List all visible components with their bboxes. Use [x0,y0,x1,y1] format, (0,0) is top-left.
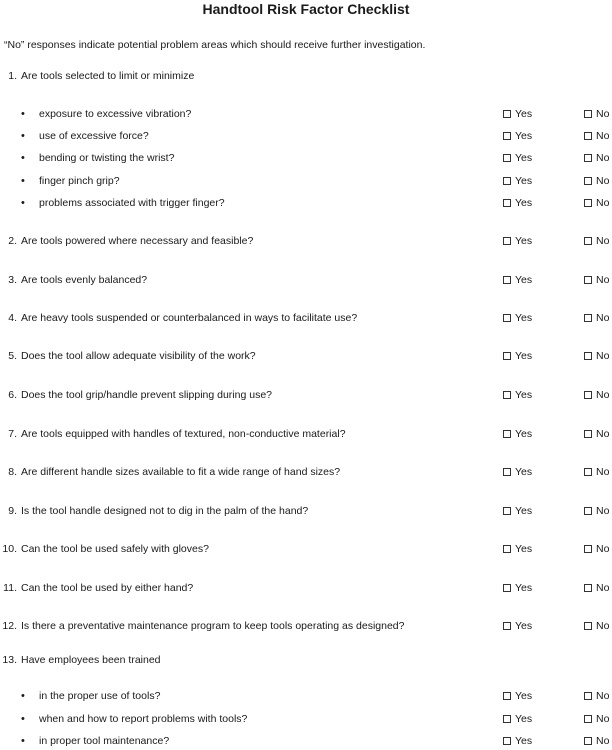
sub-question-text: in the proper use of tools? [39,690,161,702]
page-title: Handtool Risk Factor Checklist [202,1,410,17]
no-label: No [596,274,610,286]
yes-option[interactable] [503,387,532,403]
question-number: 5. [8,350,17,362]
yes-option[interactable] [503,233,532,249]
no-option[interactable] [584,128,609,144]
no-label: No [596,582,610,594]
yes-checkbox[interactable] [503,430,511,438]
no-label: No [596,152,610,164]
question-number: 7. [8,428,17,440]
no-option[interactable] [584,387,609,403]
no-option[interactable] [584,272,609,288]
yes-checkbox[interactable] [503,468,511,476]
no-label: No [596,713,610,725]
yes-label: Yes [515,152,533,164]
yes-option[interactable] [503,733,532,749]
yes-label: Yes [515,312,533,324]
question-text: Are tools equipped with handles of textured, non-conductive material? [21,428,346,440]
no-label: No [596,197,610,209]
no-option[interactable] [584,503,609,519]
yes-option[interactable] [503,195,532,211]
sub-question-row [0,128,612,144]
question-row [0,464,612,480]
no-option[interactable] [584,733,609,749]
no-checkbox[interactable] [584,352,592,360]
no-label: No [596,735,610,747]
question-row [0,348,612,364]
question-text: Can the tool be used by either hand? [21,582,194,594]
no-checkbox[interactable] [584,391,592,399]
question-row [0,580,612,596]
yes-checkbox[interactable] [503,237,511,245]
sub-question-text: bending or twisting the wrist? [39,152,175,164]
no-option[interactable] [584,426,609,442]
yes-checkbox[interactable] [503,545,511,553]
yes-label: Yes [515,582,533,594]
no-option[interactable] [584,580,609,596]
question-text: Are different handle sizes available to fit a wide range of hand sizes? [21,466,341,478]
yes-option[interactable] [503,464,532,480]
sub-question-text: use of excessive force? [39,130,149,142]
yes-label: Yes [515,428,533,440]
question-row [0,426,612,442]
yes-label: Yes [515,466,533,478]
yes-option[interactable] [503,348,532,364]
yes-checkbox[interactable] [503,715,511,723]
no-checkbox[interactable] [584,715,592,723]
no-checkbox[interactable] [584,237,592,245]
no-option[interactable] [584,310,609,326]
question-number: 10. [2,543,17,555]
yes-checkbox[interactable] [503,177,511,185]
yes-checkbox[interactable] [503,622,511,630]
no-option[interactable] [584,106,609,122]
no-label: No [596,466,610,478]
question-number: 3. [8,274,17,286]
yes-label: Yes [515,175,533,187]
yes-label: Yes [515,235,533,247]
question-number: 12. [2,620,17,632]
no-option[interactable] [584,464,609,480]
bullet-icon: • [21,108,25,120]
no-label: No [596,389,610,401]
no-checkbox[interactable] [584,154,592,162]
question-text: Is the tool handle designed not to dig in the palm of the hand? [21,505,309,517]
yes-option[interactable] [503,541,532,557]
question-text: Are heavy tools suspended or counterbalanced in ways to facilitate use? [21,312,358,324]
yes-option[interactable] [503,150,532,166]
no-checkbox[interactable] [584,507,592,515]
question-row [0,618,612,634]
question-number: 2. [8,235,17,247]
no-checkbox[interactable] [584,177,592,185]
bullet-icon: • [21,197,25,209]
yes-checkbox[interactable] [503,692,511,700]
no-checkbox[interactable] [584,199,592,207]
yes-checkbox[interactable] [503,584,511,592]
sub-question-text: exposure to excessive vibration? [39,108,192,120]
question-text: Is there a preventative maintenance program to keep tools operating as designed? [21,620,405,632]
yes-checkbox[interactable] [503,352,511,360]
question-row [0,272,612,288]
no-option[interactable] [584,348,609,364]
no-label: No [596,690,610,702]
sub-question-row [0,106,612,122]
sub-question-text: finger pinch grip? [39,175,120,187]
bullet-icon: • [21,713,25,725]
bullet-icon: • [21,735,25,747]
question-row [0,233,612,249]
question-text: Can the tool be used safely with gloves? [21,543,209,555]
yes-label: Yes [515,543,533,555]
no-label: No [596,350,610,362]
sub-question-row [0,688,612,704]
yes-label: Yes [515,350,533,362]
question-number: 4. [8,312,17,324]
question-number: 9. [8,505,17,517]
bullet-icon: • [21,175,25,187]
no-label: No [596,312,610,324]
no-label: No [596,620,610,632]
yes-option[interactable] [503,426,532,442]
sub-question-row [0,173,612,189]
question-number: 13. [2,654,17,666]
yes-option[interactable] [503,711,532,727]
no-checkbox[interactable] [584,314,592,322]
sub-question-row [0,733,612,749]
no-checkbox[interactable] [584,132,592,140]
sub-question-text: in proper tool maintenance? [39,735,170,747]
no-option[interactable] [584,541,609,557]
sub-question-row [0,195,612,211]
intro-text: “No” responses indicate potential problem areas which should receive further investigation. [4,39,426,51]
yes-label: Yes [515,713,533,725]
no-checkbox[interactable] [584,622,592,630]
yes-checkbox[interactable] [503,391,511,399]
no-checkbox[interactable] [584,692,592,700]
yes-label: Yes [515,620,533,632]
no-option[interactable] [584,618,609,634]
yes-checkbox[interactable] [503,276,511,284]
question-row [0,387,612,403]
yes-option[interactable] [503,503,532,519]
question-text: Are tools selected to limit or minimize [21,70,195,82]
sub-question-text: when and how to report problems with tools? [39,713,248,725]
question-number: 1. [8,70,17,82]
no-checkbox[interactable] [584,737,592,745]
no-option[interactable] [584,688,609,704]
question-row [0,541,612,557]
no-option[interactable] [584,173,609,189]
no-checkbox[interactable] [584,430,592,438]
question-row [0,68,612,84]
yes-checkbox[interactable] [503,154,511,162]
no-checkbox[interactable] [584,468,592,476]
question-text: Have employees been trained [21,654,161,666]
yes-label: Yes [515,505,533,517]
yes-option[interactable] [503,618,532,634]
question-text: Does the tool allow adequate visibility of the work? [21,350,256,362]
bullet-icon: • [21,130,25,142]
yes-checkbox[interactable] [503,132,511,140]
bullet-icon: • [21,152,25,164]
no-label: No [596,108,610,120]
no-label: No [596,130,610,142]
yes-option[interactable] [503,128,532,144]
yes-checkbox[interactable] [503,314,511,322]
yes-label: Yes [515,130,533,142]
sub-question-row [0,150,612,166]
yes-option[interactable] [503,173,532,189]
yes-option[interactable] [503,580,532,596]
sub-question-text: problems associated with trigger finger? [39,197,225,209]
no-option[interactable] [584,711,609,727]
question-row [0,310,612,326]
yes-label: Yes [515,274,533,286]
no-checkbox[interactable] [584,584,592,592]
no-option[interactable] [584,233,609,249]
yes-option[interactable] [503,106,532,122]
question-number: 6. [8,389,17,401]
no-option[interactable] [584,195,609,211]
no-checkbox[interactable] [584,276,592,284]
no-label: No [596,543,610,555]
yes-checkbox[interactable] [503,199,511,207]
question-text: Are tools evenly balanced? [21,274,148,286]
yes-label: Yes [515,735,533,747]
no-option[interactable] [584,150,609,166]
bullet-icon: • [21,690,25,702]
question-number: 11. [3,582,17,594]
question-text: Does the tool grip/handle prevent slipping during use? [21,389,273,401]
yes-label: Yes [515,197,533,209]
sub-question-row [0,711,612,727]
question-text: Are tools powered where necessary and feasible? [21,235,254,247]
question-row [0,652,612,668]
yes-option[interactable] [503,272,532,288]
question-number: 8. [8,466,17,478]
no-label: No [596,428,610,440]
question-row [0,503,612,519]
yes-checkbox[interactable] [503,507,511,515]
yes-label: Yes [515,108,533,120]
no-label: No [596,505,610,517]
yes-label: Yes [515,690,533,702]
yes-option[interactable] [503,688,532,704]
yes-option[interactable] [503,310,532,326]
no-checkbox[interactable] [584,110,592,118]
no-label: No [596,235,610,247]
yes-checkbox[interactable] [503,110,511,118]
yes-checkbox[interactable] [503,737,511,745]
no-checkbox[interactable] [584,545,592,553]
no-label: No [596,175,610,187]
yes-label: Yes [515,389,533,401]
